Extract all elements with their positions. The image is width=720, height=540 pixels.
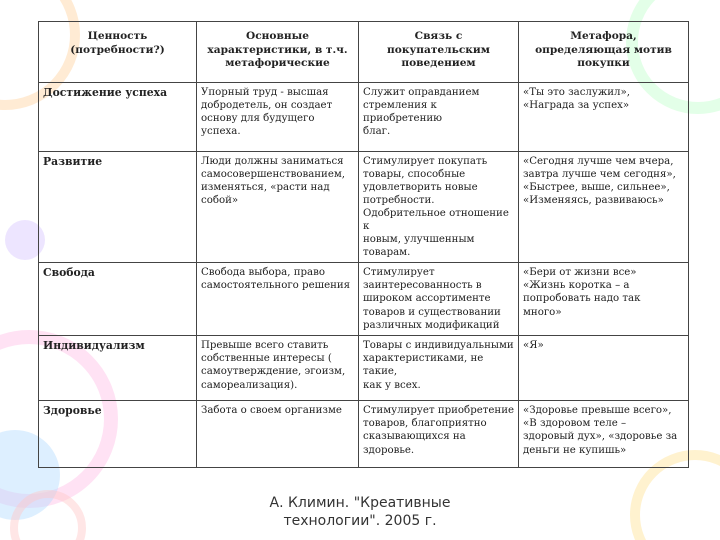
table-row <box>39 336 689 401</box>
value-cell: Индивидуализм <box>39 336 197 401</box>
behavior-cell: Служит оправданием стремления к приобретению благ. <box>359 83 519 152</box>
value-cell: Свобода <box>39 263 197 336</box>
characteristics-cell: Люди должны заниматься самосовершенствованием, изменяться, «расти над собой» <box>197 152 359 263</box>
characteristics-cell: Упорный труд - высшая добродетель, он создает основу для будущего успеха. <box>197 83 359 152</box>
metaphor-cell: «Я» <box>519 336 689 401</box>
behavior-cell: Стимулирует покупать товары, способные удовлетворить новые потребности. Одобрительное отношение к новым, улучшенным товарам. <box>359 152 519 263</box>
values-table <box>38 21 689 468</box>
value-cell: Развитие <box>39 152 197 263</box>
characteristics-cell: Забота о своем организме <box>197 401 359 468</box>
behavior-cell: Товары с индивидуальными характеристиками, не такие, как у всех. <box>359 336 519 401</box>
header-characteristics: Основные характеристики, в т.ч. метафорические <box>197 22 359 83</box>
header-behavior: Связь с покупательским поведением <box>359 22 519 83</box>
metaphor-cell: «Сегодня лучше чем вчера, завтра лучше чем сегодня», «Быстрее, выше, сильнее», «Изменяясь, развиваюсь» <box>519 152 689 263</box>
metaphor-cell: «Бери от жизни все» «Жизнь коротка – а попробовать надо так много» <box>519 263 689 336</box>
characteristics-cell: Превыше всего ставить собственные интересы ( самоутверждение, эгоизм, самореализация). <box>197 336 359 401</box>
value-cell: Здоровье <box>39 401 197 468</box>
behavior-cell: Стимулирует приобретение товаров, благоприятно сказывающихся на здоровье. <box>359 401 519 468</box>
table-row <box>39 263 689 336</box>
metaphor-cell: «Ты это заслужил», «Награда за успех» <box>519 83 689 152</box>
characteristics-cell: Свобода выбора, право самостоятельного решения <box>197 263 359 336</box>
table-header-row <box>39 22 689 83</box>
source-caption: А. Климин. "Креативные технологии". 2005 г. <box>269 495 451 530</box>
table-row <box>39 401 689 468</box>
behavior-cell: Стимулирует заинтересованность в широком ассортименте товаров и существовании различных модификаций <box>359 263 519 336</box>
metaphor-cell: «Здоровье превыше всего», «В здоровом теле – здоровый дух», «здоровье за деньги не купишь» <box>519 401 689 468</box>
value-cell: Достижение успеха <box>39 83 197 152</box>
header-value: Ценность (потребности?) <box>39 22 197 83</box>
table-row <box>39 152 689 263</box>
header-metaphor: Метафора, определяющая мотив покупки <box>519 22 689 83</box>
table-row <box>39 83 689 152</box>
